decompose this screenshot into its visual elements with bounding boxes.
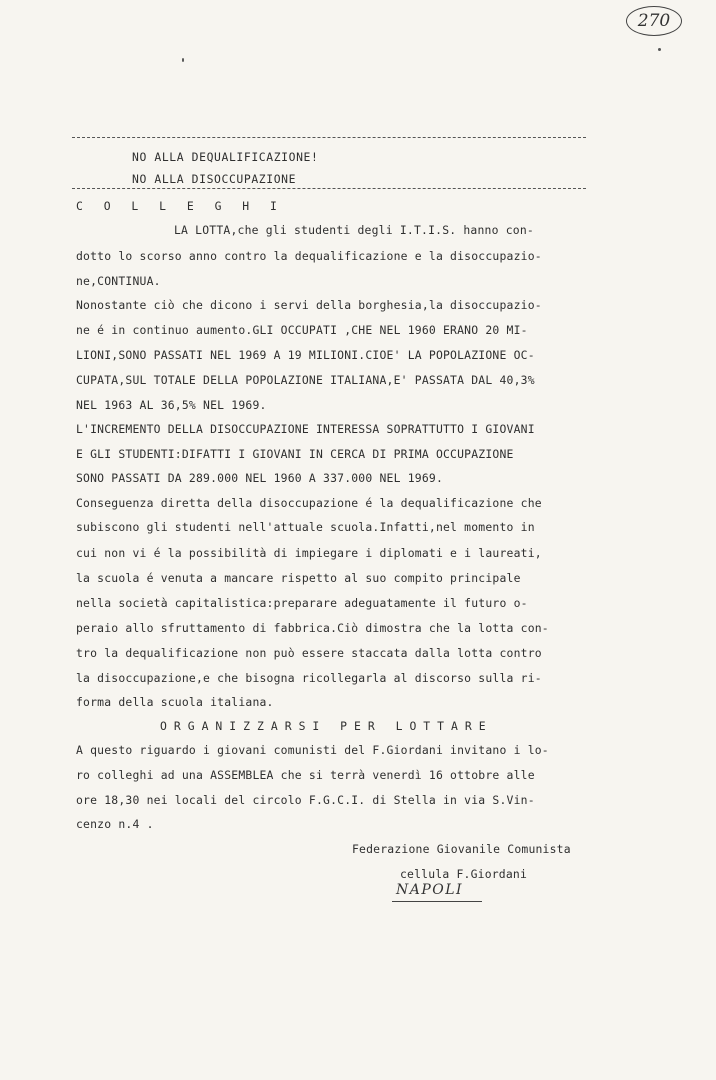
closing-line: cenzo n.4 . [76, 817, 154, 831]
body-line: nella società capitalistica:preparare adeguatamente il futuro o- [76, 596, 528, 610]
call-to-action: ORGANIZZARSI PER LOTTARE [160, 719, 493, 733]
signature-place: NAPOLI [396, 882, 464, 898]
body-line: CUPATA,SUL TOTALE DELLA POPOLAZIONE ITALIANA,E' PASSATA DAL 40,3% [76, 373, 535, 387]
header-line-2: NO ALLA DISOCCUPAZIONE [132, 172, 297, 186]
body-line: dotto lo scorso anno contro la dequalificazione e la disoccupazio- [76, 249, 542, 263]
body-line: peraio allo sfruttamento di fabbrica.Ciò dimostra che la lotta con- [76, 621, 549, 635]
body-line: subiscono gli studenti nell'attuale scuola.Infatti,nel momento in [76, 520, 535, 534]
body-line: ne é in continuo aumento.GLI OCCUPATI ,CHE NEL 1960 ERANO 20 MI- [76, 323, 528, 337]
archive-number-stamp: 270 [626, 6, 682, 36]
closing-line: A questo riguardo i giovani comunisti del F.Giordani invitano i lo- [76, 743, 549, 757]
header-line-1: NO ALLA DEQUALIFICAZIONE! [132, 150, 319, 164]
body-line: Conseguenza diretta della disoccupazione é la dequalificazione che [76, 496, 542, 510]
body-line: cui non vi é la possibilità di impiegare i diplomati e i laureati, [76, 546, 542, 560]
body-line: NEL 1963 AL 36,5% NEL 1969. [76, 398, 267, 412]
body-line: SONO PASSATI DA 289.000 NEL 1960 A 337.000 NEL 1969. [76, 471, 444, 485]
body-line: la disoccupazione,e che bisogna ricollegarla al discorso sulla ri- [76, 671, 542, 685]
ink-speck [182, 58, 184, 62]
header-rule-bottom [72, 188, 586, 189]
header-rule-top [72, 137, 586, 138]
closing-line: ore 18,30 nei locali del circolo F.G.C.I. di Stella in via S.Vin- [76, 793, 535, 807]
body-line: Nonostante ciò che dicono i servi della borghesia,la disoccupazio- [76, 298, 542, 312]
body-line: LIONI,SONO PASSATI NEL 1969 A 19 MILIONI.CIOE' LA POPOLAZIONE OC- [76, 348, 535, 362]
signature-organization: Federazione Giovanile Comunista [352, 842, 571, 856]
body-line: LA LOTTA,che gli studenti degli I.T.I.S. hanno con- [174, 223, 534, 237]
body-line: ne,CONTINUA. [76, 274, 161, 288]
signature-cell: cellula F.Giordani [400, 867, 528, 881]
body-line: tro la dequalificazione non può essere staccata dalla lotta contro [76, 646, 542, 660]
body-line: la scuola é venuta a mancare rispetto al suo compito principale [76, 571, 521, 585]
body-line: forma della scuola italiana. [76, 695, 274, 709]
body-line: L'INCREMENTO DELLA DISOCCUPAZIONE INTERESSA SOPRATTUTTO I GIOVANI [76, 422, 535, 436]
signature-underline [392, 901, 482, 902]
closing-line: ro colleghi ad una ASSEMBLEA che si terrà venerdì 16 ottobre alle [76, 768, 535, 782]
salutation: C O L L E G H I [76, 199, 284, 213]
ink-speck [658, 48, 661, 51]
body-line: E GLI STUDENTI:DIFATTI I GIOVANI IN CERCA DI PRIMA OCCUPAZIONE [76, 447, 514, 461]
